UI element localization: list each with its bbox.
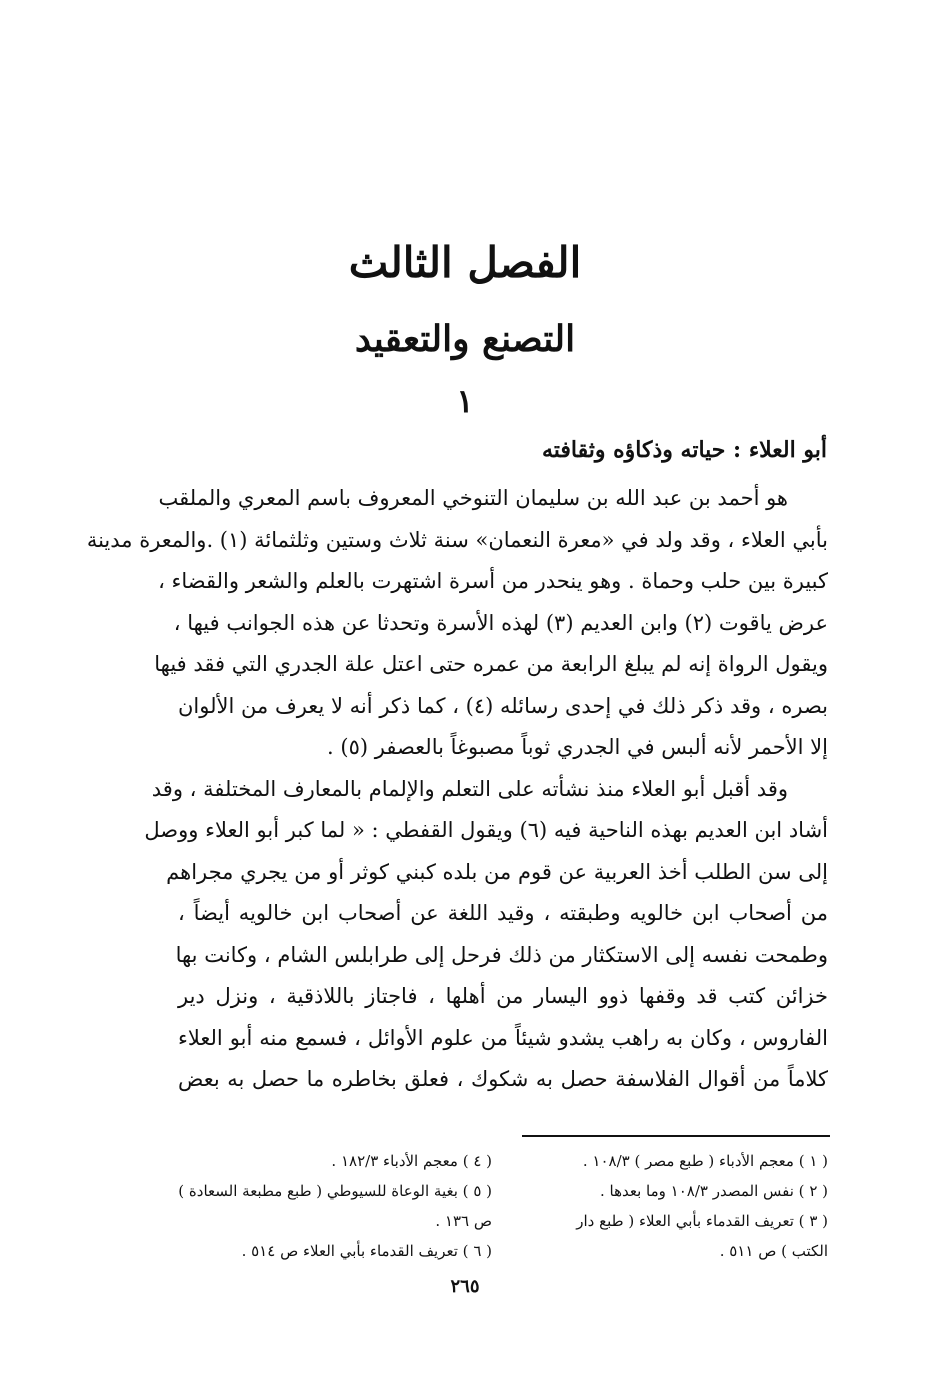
- body-line: عرض ياقوت (٢) وابن العديم (٣) لهذه الأسرة وتحدثا عن هذه الجوانب فيها ،: [173, 610, 828, 635]
- body-line: وطمحت نفسه إلى الاستكثار من ذلك فرحل إلى طرابلس الشام ، وكانت بها: [175, 942, 828, 967]
- page-number: ٢٦٥: [450, 1276, 480, 1297]
- body-line: بصره ، وقد ذكر ذلك في إحدى رسائله (٤) ، كما ذكر أنه لا يعرف من الألوان: [178, 693, 828, 718]
- body-line: كلاماً من أقوال الفلاسفة حصل به شكوك ، فعلق بخاطره ما حصل به بعض: [178, 1067, 828, 1091]
- footnote: ص ١٣٦ .: [435, 1212, 492, 1230]
- body-line: أشاد ابن العديم بهذه الناحية فيه (٦) ويقول القفطي : « لما كبر أبو العلاء ووصل: [144, 818, 828, 842]
- body-text: [86, 478, 828, 1101]
- footnote: الكتب ) ص ٥١١ .: [719, 1242, 828, 1260]
- body-line: الفاروس ، وكان به راهب يشدو شيئاً من علوم الأوائل ، فسمع منه أبو العلاء: [178, 1025, 828, 1050]
- footnote: ( ٦ ) تعريف القدماء بأبي العلاء ص ٥١٤ .: [241, 1242, 492, 1260]
- body-line: هو أحمد بن عبد الله بن سليمان التنوخي المعروف باسم المعري والملقب: [158, 486, 788, 510]
- footnote: ( ١ ) معجم الأدباء ( طبع مصر ) ١٠٨/٣ .: [582, 1152, 828, 1170]
- body-line: من أصحاب ابن خالويه وطبقته ، وقيد اللغة عن أصحاب ابن خالويه أيضاً ،: [178, 901, 828, 925]
- footnote-divider: [522, 1135, 830, 1137]
- section-number: ١: [456, 382, 474, 420]
- body-line: كبيرة بين حلب وحماة . وهو ينحدر من أسرة اشتهرت بالعلم والشعر والقضاء ،: [158, 569, 828, 593]
- footnote: ( ٥ ) بغية الوعاة للسيوطي ( طبع مطبعة السعادة ): [178, 1182, 492, 1200]
- body-line: إلى سن الطلب أخذ العربية عن قوم من بلده كبني كوثر أو من يجري مجراهم: [166, 859, 828, 884]
- footnotes-left-column: [162, 1146, 492, 1266]
- footnote: ( ٣ ) تعريف القدماء بأبي العلاء ( طبع دار: [576, 1212, 828, 1230]
- section-heading: أبو العلاء : حياته وذكاؤه وثقافته: [541, 437, 827, 463]
- body-line: ويقول الرواة إنه لم يبلغ الرابعة من عمره حتى اعتل علة الجدري التي فقد فيها: [154, 652, 828, 676]
- chapter-subtitle: التصنع والتعقيد: [354, 318, 576, 360]
- chapter-title: الفصل الثالث: [348, 238, 582, 287]
- footnotes-right-column: [498, 1146, 828, 1266]
- body-line: خزائن كتب قد وقفها ذوو اليسار من أهلها ، فاجتاز باللاذقية ، ونزل دير: [178, 984, 828, 1008]
- footnote: ( ٤ ) معجم الأدباء ١٨٢/٣ .: [331, 1152, 492, 1170]
- footnote: ( ٢ ) نفس المصدر ١٠٨/٣ وما بعدها .: [599, 1182, 828, 1200]
- body-line: وقد أقبل أبو العلاء منذ نشأته على التعلم والإلمام بالمعارف المختلفة ، وقد: [151, 776, 788, 801]
- body-line: بأبي العلاء ، وقد ولد في «معرة النعمان» سنة ثلاث وستين وثلثمائة (١) .والمعرة مدينة: [86, 527, 828, 552]
- body-line: إلا الأحمر لأنه ألبس في الجدري ثوباً مصبوغاً بالعصفر (٥) .: [327, 735, 828, 759]
